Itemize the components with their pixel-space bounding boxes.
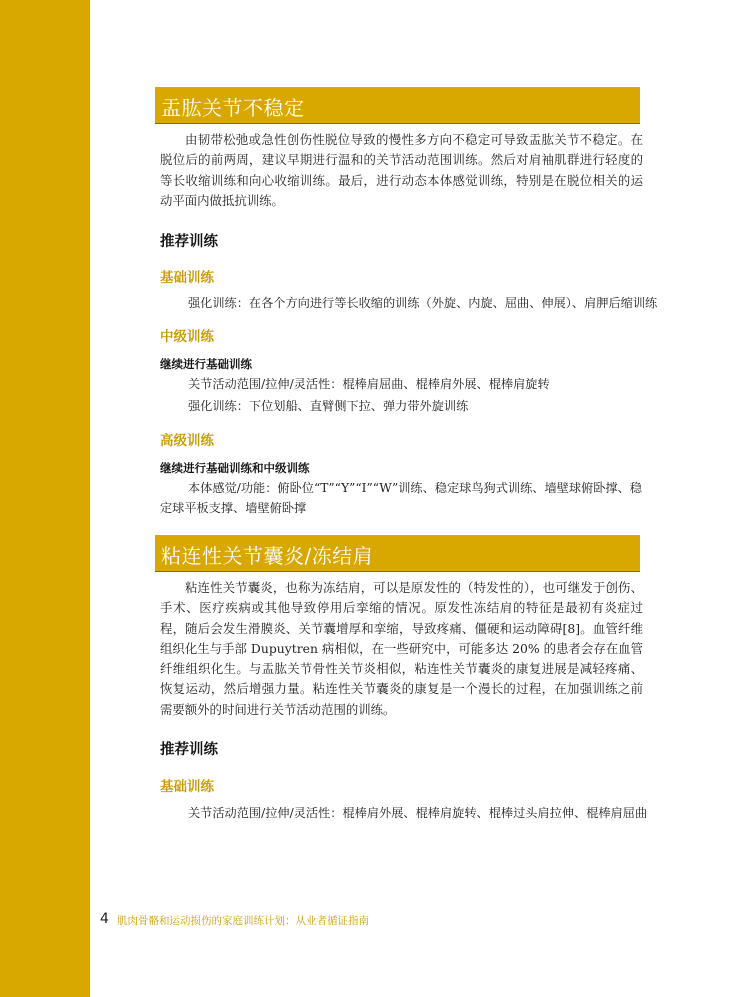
section-header-frozen-shoulder xyxy=(155,535,640,572)
advanced-training-heading: 高级训练 xyxy=(160,433,214,449)
page-footer xyxy=(0,911,730,927)
intermediate-subheading: 继续进行基础训练 xyxy=(160,357,252,371)
section-intro-paragraph: 粘连性关节囊炎，也称为冻结肩，可以是原发性的（特发性的），也可继发于创伤、手术、医疗疾病或其他导致停用后挛缩的情况。原发性冻结肩的特征是最初有炎症过程，随后会发生滑膜炎、关节囊增厚和挛缩，导致疼痛、僵硬和运动障碍[8]。血管纤维组织化生与手部 Dupuytren 病相似，在一些研究中，可能多达 20% 的患者会存在血管纤维组织化生。与盂肱关节骨性关节炎相似，粘连性关节囊炎的康复进展是减轻疼痛、恢复运动，然后增强力量。粘连性关节囊炎的康复是一个漫长的过程，在加强训练之前需要额外的时间进行关节活动范围的训练。 xyxy=(160,580,643,717)
basic-training-item: 关节活动范围/拉伸/灵活性：棍棒肩外展、棍棒肩旋转、棍棒过头肩拉伸、棍棒肩屈曲 xyxy=(188,806,648,820)
left-gold-margin-bar xyxy=(0,0,90,997)
basic-training-item: 强化训练：在各个方向进行等长收缩的训练（外旋、内旋、屈曲、伸展）、肩胛后缩训练 xyxy=(188,296,658,310)
recommended-training-heading: 推荐训练 xyxy=(160,742,218,758)
section-intro-paragraph: 由韧带松弛或急性创伤性脱位导致的慢性多方向不稳定可导致盂肱关节不稳定。在脱位后的前两周，建议早期进行温和的关节活动范围训练。然后对肩袖肌群进行轻度的等长收缩训练和向心收缩训练。最后，进行动态本体感觉训练，特别是在脱位相关的运动平面内做抵抗训练。 xyxy=(160,132,643,208)
basic-training-heading: 基础训练 xyxy=(160,779,214,795)
running-footer-title: 肌肉骨骼和运动损伤的家庭训练计划：从业者循证指南 xyxy=(117,915,369,927)
page-number: 4 xyxy=(100,911,109,927)
section-header-gh-instability xyxy=(155,87,640,124)
intermediate-training-item: 关节活动范围/拉伸/灵活性：棍棒肩屈曲、棍棒肩外展、棍棒肩旋转 xyxy=(188,377,550,391)
intermediate-training-heading: 中级训练 xyxy=(160,329,214,345)
intermediate-training-item: 强化训练：下位划船、直臂侧下拉、弹力带外旋训练 xyxy=(188,399,469,413)
section-title: 粘连性关节囊炎/冻结肩 xyxy=(161,544,374,568)
advanced-training-item: 本体感觉/功能：俯卧位“T”“Y”“I”“W”训练、稳定球鸟狗式训练、墙壁球俯卧撑、稳定球平板支撑、墙壁俯卧撑 xyxy=(160,481,642,515)
section-title: 盂肱关节不稳定 xyxy=(161,96,305,120)
recommended-training-heading: 推荐训练 xyxy=(160,234,218,250)
basic-training-heading: 基础训练 xyxy=(160,270,214,286)
advanced-subheading: 继续进行基础训练和中级训练 xyxy=(160,461,310,475)
